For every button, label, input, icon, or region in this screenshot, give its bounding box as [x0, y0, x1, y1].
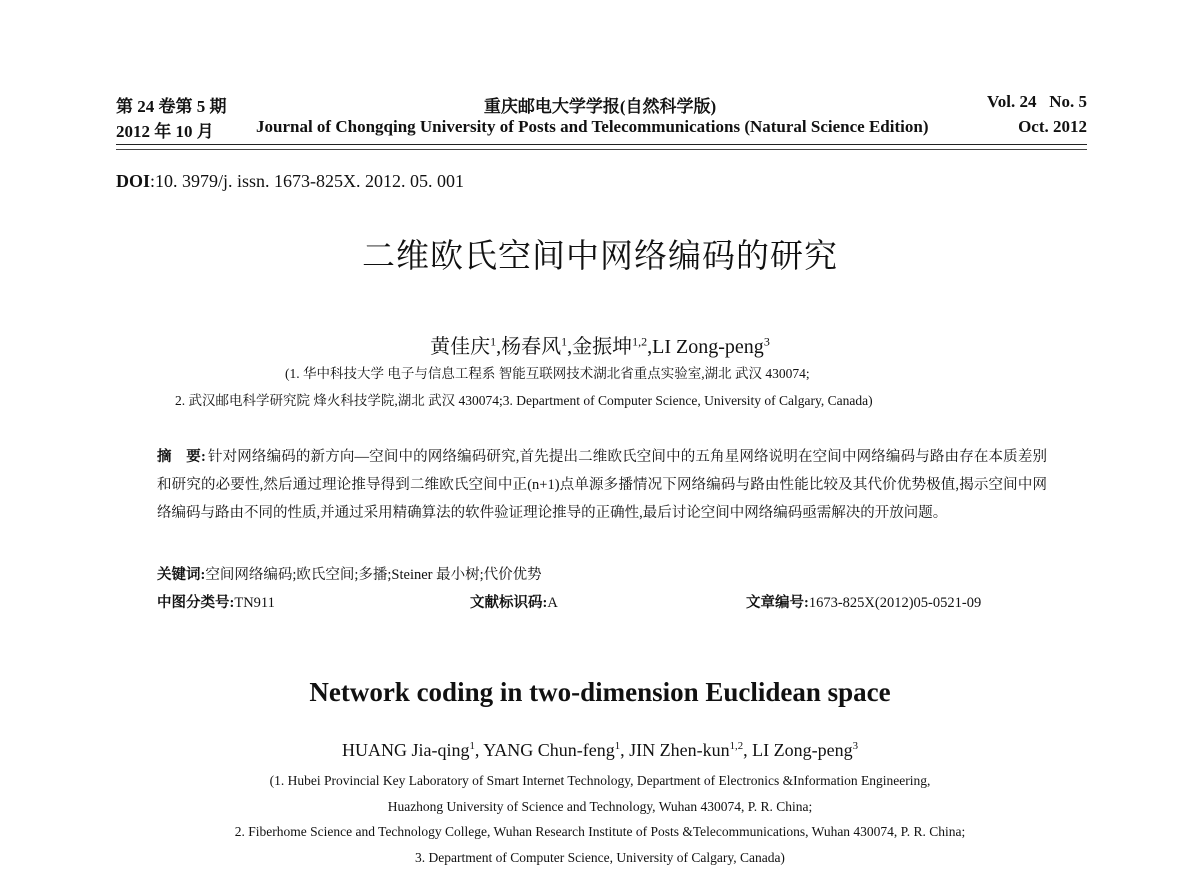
author-en: HUANG Jia-qing$^1$ [342, 740, 475, 760]
keywords-cn [157, 563, 542, 584]
volume-en: Vol. 24 No. 5 [987, 92, 1087, 111]
abstract-text: 针对网络编码的新方向—空间中的网络编码研究,首先提出二维欧氏空间中的五角星网络说明在空间中网络编码与路由存在本质差别和研究的必要性,然后通过理论推导得到二维欧氏空间中正(n+1)点单源多播情况下网络编码与路由性能比较及其代价优势极值,揭示空间中网络编码与路由不同的性质,并通过采用精确算法的软件验证理论推导的正确性,最后讨论空间中网络编码亟需解决的开放问题。 [157, 449, 1047, 521]
document-code: 文献标识码:A [470, 595, 558, 611]
title-cn: 二维欧氏空间中网络编码的研究 [362, 236, 838, 275]
author-cn: 金振坤$^{1,2}$ [572, 334, 648, 358]
header-rule-top [116, 144, 1087, 145]
author-cn: LI Zong-peng$^3$ [652, 334, 770, 358]
title-en: Network coding in two-dimension Euclidean space [309, 677, 891, 707]
affiliation-en-2: Huazhong University of Science and Technology, Wuhan 430074, P. R. China; [387, 799, 813, 814]
affiliation-en-3: 2. Fiberhome Science and Technology College, Wuhan Research Institute of Posts &Telecommunications, Wuhan 430074, P. R. China; [234, 824, 966, 839]
affiliation-en-4: 3. Department of Computer Science, University of Calgary, Canada) [415, 850, 785, 865]
keywords-text: 空间网络编码;欧氏空间;多播;Steiner 最小树;代价优势 [205, 567, 542, 583]
abstract-cn [157, 443, 1047, 527]
affiliation-en-1: (1. Hubei Provincial Key Laboratory of Smart Internet Technology, Department of Electronics &Information Engineering, [269, 773, 931, 788]
author-en: JIN Zhen-kun$^{1,2}$ [629, 740, 744, 760]
doi-line [116, 171, 464, 192]
authors-en: HUANG Jia-qing$^1$, YANG Chun-feng$^1$, JIN Zhen-kun$^{1,2}$, LI Zong-peng$^3$ [342, 740, 858, 760]
author-cn: 杨春风$^1$ [501, 334, 568, 358]
date-en: Oct. 2012 [1018, 117, 1087, 136]
author-cn: 黄佳庆$^1$ [430, 334, 497, 358]
doi-label: DOI [116, 171, 151, 191]
affiliation-cn-2: 2. 武汉邮电科学研究院 烽火科技学院,湖北 武汉 430074;3. Department of Computer Science, University of Calgary, Canada) [175, 393, 873, 408]
clc-number: 中图分类号:TN911 [157, 595, 275, 611]
author-en: YANG Chun-feng$^1$ [483, 740, 621, 760]
article-number: 文章编号:1673-825X(2012)05-0521-09 [746, 595, 982, 611]
doi-value: :10. 3979/j. issn. 1673-825X. 2012. 05. 001 [150, 171, 465, 191]
affiliation-cn-1: (1. 华中科技大学 电子与信息工程系 智能互联网技术湖北省重点实验室,湖北 武汉 430074; [285, 366, 810, 381]
date-cn: 2012 年 10 月 [116, 122, 214, 141]
authors-cn: 黄佳庆$^1$,杨春风$^1$,金振坤$^{1,2}$,LI Zong-peng$^3$ [430, 334, 770, 358]
journal-name-cn: 重庆邮电大学学报(自然科学版) [483, 97, 717, 116]
journal-name-en: Journal of Chongqing University of Posts and Telecommunications (Natural Science Edition) [256, 117, 929, 136]
keywords-label: 关键词: [157, 567, 206, 583]
author-en: LI Zong-peng$^3$ [752, 740, 858, 760]
abstract-label: 摘 要: [157, 449, 206, 465]
header-rule-bottom [116, 149, 1087, 150]
issue-number-cn: 第 24 卷第 5 期 [116, 97, 227, 116]
